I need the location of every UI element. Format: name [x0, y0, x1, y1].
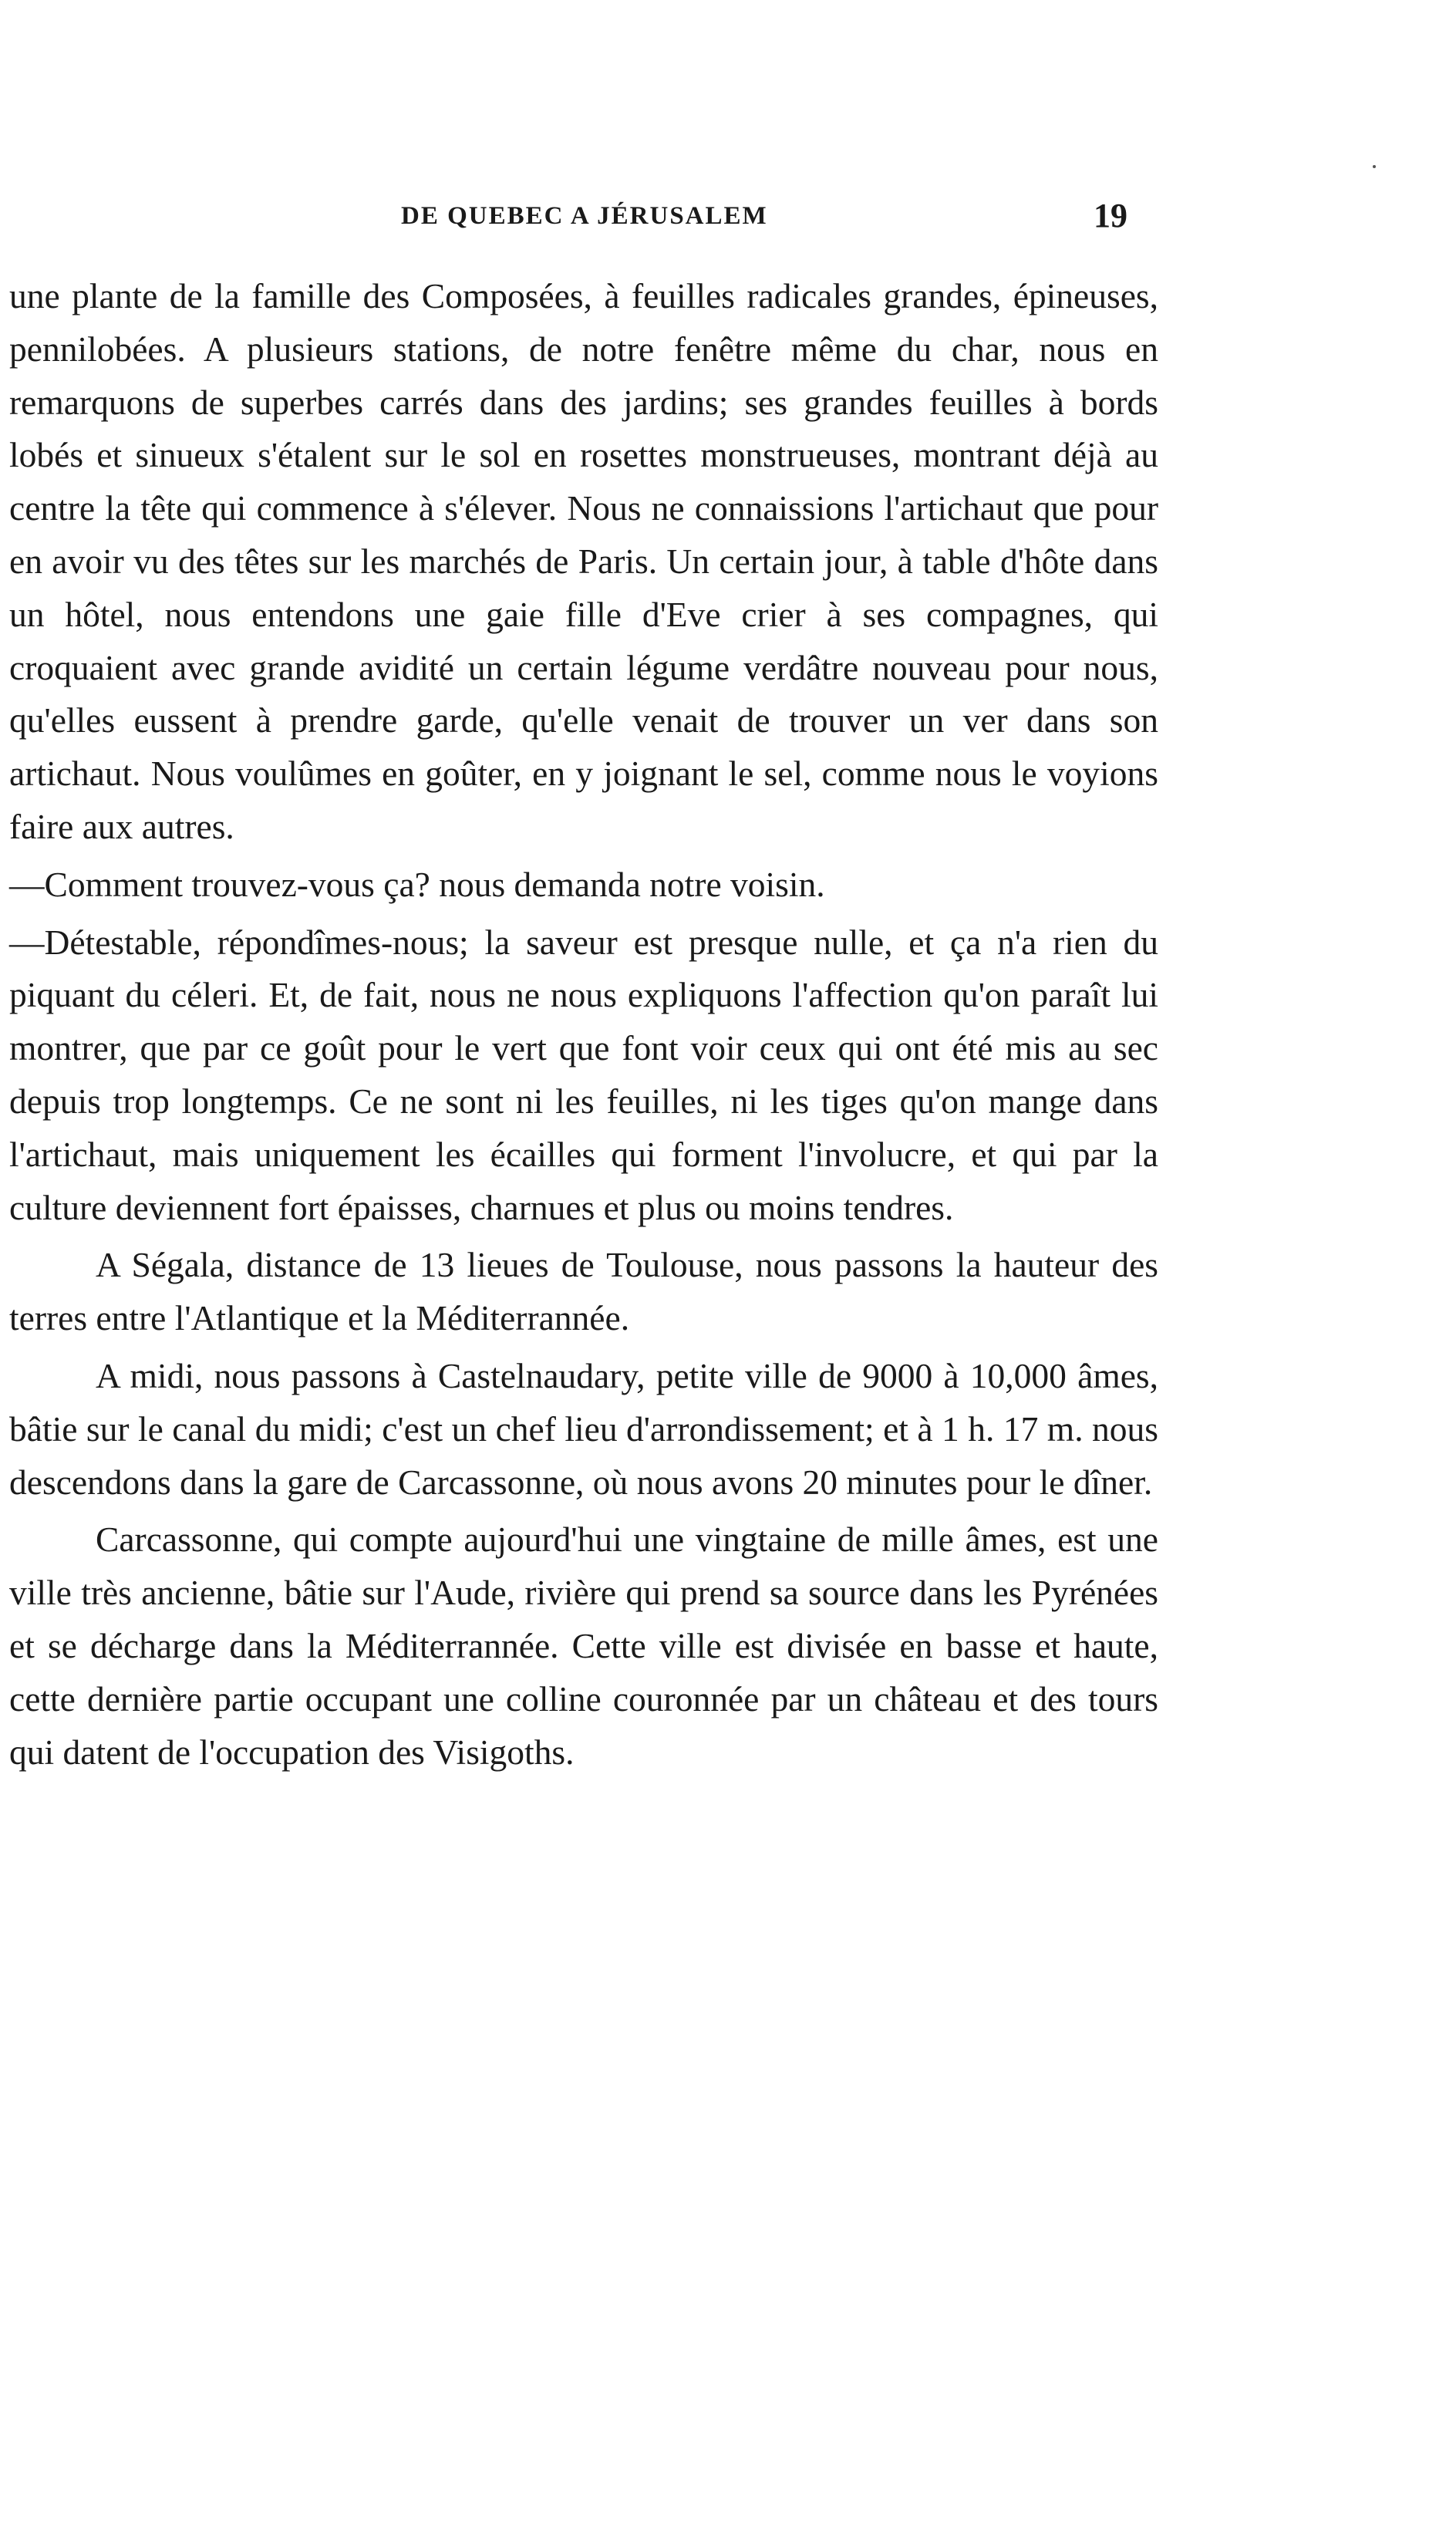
running-title: DE QUEBEC A JÉRUSALEM: [401, 202, 768, 230]
body-text: [9, 270, 1158, 1779]
paragraph-segala: A Ségala, distance de 13 lieues de Toulouse, nous passons la hauteur des terres entre l'Atlantique et la Méditerrannée.: [9, 1245, 1158, 1338]
page-number: 19: [1094, 197, 1127, 234]
paragraph-castelnaudary: A midi, nous passons à Castelnaudary, petite ville de 9000 à 10,000 âmes, bâtie sur le canal du midi; c'est un chef lieu d'arrondissement; et à 1 h. 17 m. nous descendons dans la gare de Carcassonne, où nous avons 20 minutes pour le dîner.: [9, 1355, 1158, 1502]
paragraph-dialogue-question: —Comment trouvez-vous ça? nous demanda notre voisin.: [9, 864, 825, 904]
scan-speck: [1373, 165, 1376, 168]
paragraph-artichoke: une plante de la famille des Composées, à feuilles radicales grandes, épineuses, pennilobées. A plusieurs stations, de notre fenêtre même du char, nous en remarquons de superbes carrés dans des jardins; ses grandes feuilles à bords lobés et sinueux s'étalent sur le sol en rosettes monstrueuses, montrant déjà au centre la tête qui commence à s'élever. Nous ne connaissions l'artichaut que pour en avoir vu des têtes sur les marchés de Paris. Un certain jour, à table d'hôte dans un hôtel, nous entendons une gaie fille d'Eve crier à ses compagnes, qui croquaient avec grande avidité un certain légume verdâtre nouveau pour nous, qu'elles eussent à prendre garde, qu'elle venait de trouver un ver dans son artichaut. Nous voulûmes en goûter, en y joignant le sel, comme nous le voyions faire aux autres.: [9, 276, 1158, 846]
paragraph-dialogue-answer: —Détestable, répondîmes-nous; la saveur est presque nulle, et ça n'a rien du piquant du céleri. Et, de fait, nous ne nous expliquons l'affection qu'on paraît lui montrer, que par ce goût pour le vert que font voir ceux qui ont été mis au sec depuis trop longtemps. Ce ne sont ni les feuilles, ni les tiges qu'on mange dans l'artichaut, mais uniquement les écailles qui forment l'involucre, et qui par la culture deviennent fort épaisses, charnues et plus ou moins tendres.: [9, 922, 1158, 1227]
running-head: [0, 197, 1456, 248]
paragraph-carcassonne: Carcassonne, qui compte aujourd'hui une vingtaine de mille âmes, est une ville très ancienne, bâtie sur l'Aude, rivière qui prend sa source dans les Pyrénées et se décharge dans la Méditerrannée. Cette ville est divisée en basse et haute, cette dernière partie occupant une colline couronnée par un château et des tours qui datent de l'occupation des Visigoths.: [9, 1520, 1158, 1772]
